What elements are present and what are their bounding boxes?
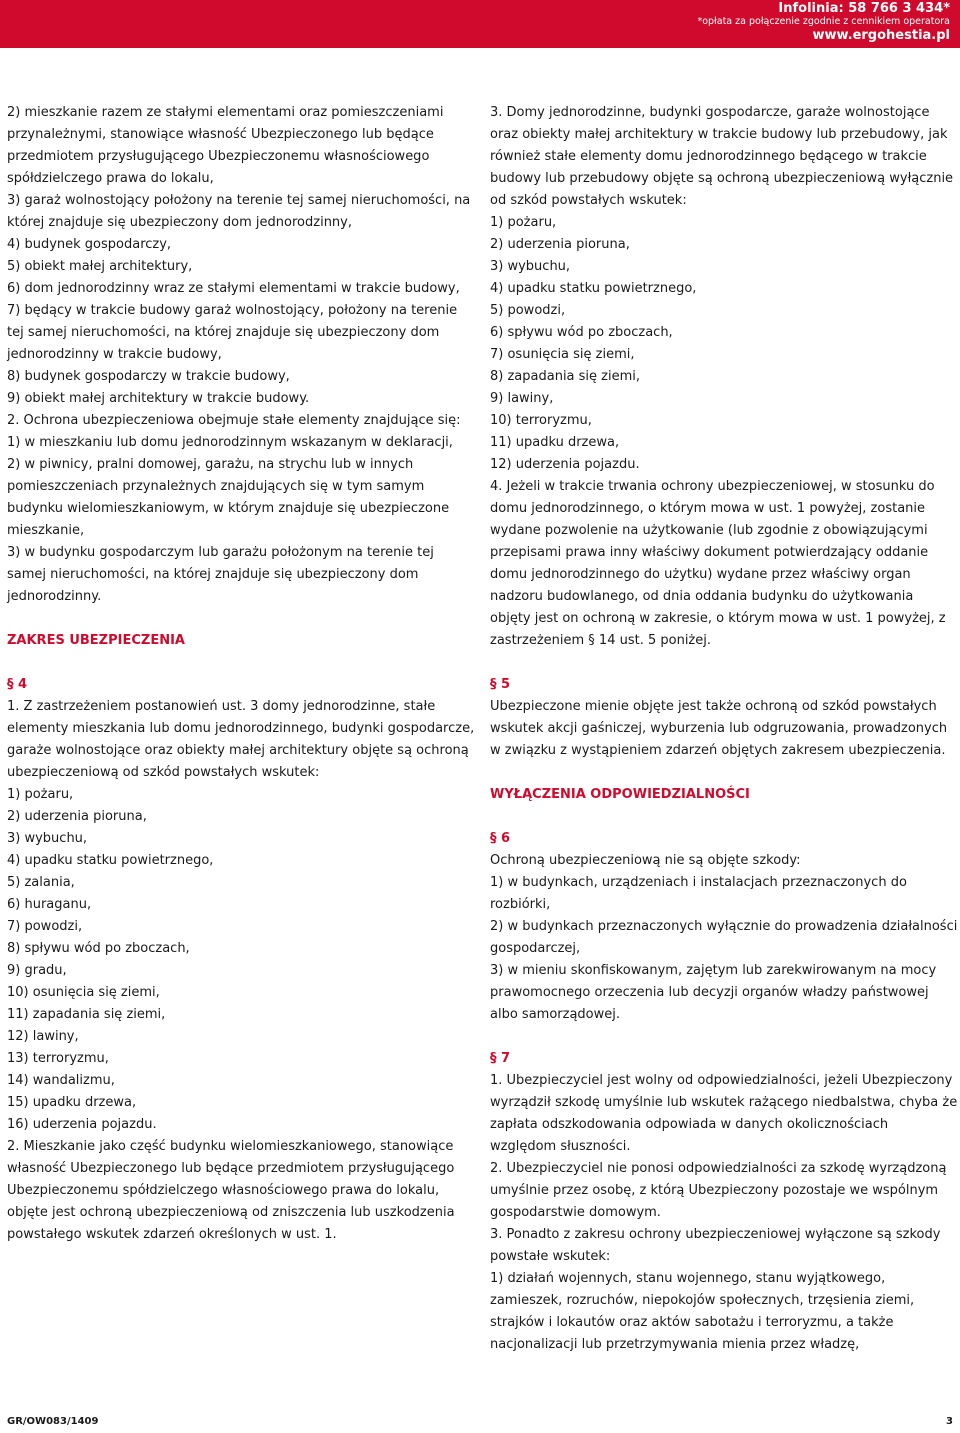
text-paragraph: 12) lawiny, — [7, 1029, 79, 1044]
text-paragraph: 4) upadku statku powietrznego, — [490, 281, 697, 296]
text-paragraph: 1) pożaru, — [7, 787, 74, 802]
text-paragraph: 11) zapadania się ziemi, — [7, 1007, 166, 1022]
text-paragraph: 4) budynek gospodarczy, — [7, 237, 172, 252]
text-paragraph: 10) osunięcia się ziemi, — [7, 985, 160, 1000]
text-paragraph: 1. Z zastrzeżeniem postanowień ust. 3 domy jednorodzinne, stałe elementy mieszkania lub domu jednorodzinnego, budynki gospodarcze, garaże wolnostojące oraz obiekty małej architektury objęte są ochroną ubezpieczeniową od szkód powstałych wskutek: — [7, 699, 475, 780]
text-paragraph: 2) w budynkach przeznaczonych wyłącznie do prowadzenia działalności gospodarczej, — [490, 919, 958, 956]
text-paragraph: 9) gradu, — [7, 963, 67, 978]
text-paragraph: 3) garaż wolnostojący położony na terenie tej samej nieruchomości, na której znajduje się ubezpieczony dom jednorodzinny, — [7, 193, 471, 230]
text-paragraph: 3) w budynku gospodarczym lub garażu położonym na terenie tej samej nieruchomości, na której znajduje się ubezpieczony dom jednorodzinny. — [7, 545, 434, 604]
website-link[interactable]: www.ergohestia.pl — [812, 28, 950, 43]
text-paragraph: 8) zapadania się ziemi, — [490, 369, 641, 384]
text-paragraph: 12) uderzenia pojazdu. — [490, 457, 640, 472]
text-paragraph: 7) osunięcia się ziemi, — [490, 347, 635, 362]
text-paragraph: 3) w mieniu skonfiskowanym, zajętym lub zarekwirowanym na mocy prawomocnego orzeczenia lub decyzji organów władzy państwowej albo samorządowej. — [490, 963, 937, 1022]
text-paragraph: 5) powodzi, — [490, 303, 566, 318]
text-paragraph: 3. Domy jednorodzinne, budynki gospodarcze, garaże wolnostojące oraz obiekty małej architektury w trakcie budowy lub przebudowy, jak również stałe elementy domu jednorodzinnego będącego w trakcie budowy lub przebudowy objęte są ochroną ubezpieczeniową wyłącznie od szkód powstałych wskutek: — [490, 105, 954, 208]
paragraph-number: § 4 — [7, 677, 28, 692]
spacer — [490, 652, 958, 674]
text-paragraph: 9) lawiny, — [490, 391, 554, 406]
text-paragraph: 5) zalania, — [7, 875, 75, 890]
text-paragraph: Ubezpieczone mienie objęte jest także ochroną od szkód powstałych wskutek akcji gaśniczej, wyburzenia lub odgruzowania, prowadzonych w związku z wystąpieniem zdarzeń objętych zakresem ubezpieczenia. — [490, 699, 948, 758]
text-paragraph: 1. Ubezpieczyciel jest wolny od odpowiedzialności, jeżeli Ubezpieczony wyrządził szkodę umyślnie lub wskutek rażącego niedbalstwa, chyba że zapłata odszkodowania odpowiada w danych okolicznościach względom słuszności. — [490, 1073, 958, 1154]
text-paragraph: 10) terroryzmu, — [490, 413, 592, 428]
text-paragraph: 1) w mieszkaniu lub domu jednorodzinnym wskazanym w deklaracji, — [7, 435, 453, 450]
text-paragraph: 4. Jeżeli w trakcie trwania ochrony ubezpieczeniowej, w stosunku do domu jednorodzinnego, o którym mowa w ust. 1 powyżej, zostanie wydane pozwolenie na użytkowanie (lub zgodnie z obowiązującymi przepisami prawa inny właściwy dokument potwierdzający oddanie domu jednorodzinnego do użytku) wydane przez właściwy organ nadzoru budowlanego, od dnia oddania budynku do użytkowania objęty jest on ochroną w zakresie, o którym mowa w ust. 1 powyżej, z zastrzeżeniem § 14 ust. 5 poniżej. — [490, 479, 946, 648]
text-paragraph: 2) mieszkanie razem ze stałymi elementami oraz pomieszczeniami przynależnymi, stanowiące własność Ubezpieczonego lub będące przedmiotem przysługującego Ubezpieczonemu własnościowego spółdzielczego prawa do lokalu, — [7, 105, 444, 186]
text-paragraph: Ochroną ubezpieczeniową nie są objęte szkody: — [490, 853, 801, 868]
text-paragraph: 8) spływu wód po zboczach, — [7, 941, 190, 956]
text-paragraph: 3) wybuchu, — [490, 259, 571, 274]
text-paragraph: 11) upadku drzewa, — [490, 435, 620, 450]
text-paragraph: 1) działań wojennych, stanu wojennego, stanu wyjątkowego, zamieszek, rozruchów, niepokojów społecznych, trzęsienia ziemi, strajków i lokautów oraz aktów sabotażu i terroryzmu, a także nacjonalizacji lub przetrzymywania mienia przez władzę, — [490, 1271, 915, 1352]
text-paragraph: 2) uderzenia pioruna, — [490, 237, 630, 252]
text-paragraph: 5) obiekt małej architektury, — [7, 259, 193, 274]
spacer — [490, 1026, 958, 1048]
text-paragraph: 2. Mieszkanie jako część budynku wielomieszkaniowego, stanowiące własność Ubezpieczonego lub będące przedmiotem przysługującego Ubezpieczonemu spółdzielczego własnościowego prawa do lokalu, objęte jest ochroną ubezpieczeniową od zniszczenia lub uszkodzenia powstałego wskutek zdarzeń określonych w ust. 1. — [7, 1139, 455, 1242]
contact-header — [0, 0, 960, 48]
text-paragraph: 3) wybuchu, — [7, 831, 88, 846]
spacer — [7, 608, 475, 630]
text-paragraph: 15) upadku drzewa, — [7, 1095, 137, 1110]
spacer — [7, 652, 475, 674]
text-paragraph: 2. Ochrona ubezpieczeniowa obejmuje stałe elementy znajdujące się: — [7, 413, 461, 428]
text-paragraph: 3. Ponadto z zakresu ochrony ubezpieczeniowej wyłączone są szkody powstałe wskutek: — [490, 1227, 941, 1264]
spacer — [490, 762, 958, 784]
text-paragraph: 9) obiekt małej architektury w trakcie budowy. — [7, 391, 310, 406]
text-paragraph: 6) huraganu, — [7, 897, 92, 912]
text-paragraph: 16) uderzenia pojazdu. — [7, 1117, 157, 1132]
text-paragraph: 13) terroryzmu, — [7, 1051, 109, 1066]
text-paragraph: 2) uderzenia pioruna, — [7, 809, 147, 824]
left-column — [7, 102, 475, 1246]
text-paragraph: 4) upadku statku powietrznego, — [7, 853, 214, 868]
right-column — [490, 102, 958, 1356]
paragraph-number: § 5 — [490, 677, 511, 692]
section-heading: WYŁĄCZENIA ODPOWIEDZIALNOŚCI — [490, 787, 750, 802]
paragraph-number: § 6 — [490, 831, 511, 846]
paragraph-number: § 7 — [490, 1051, 511, 1066]
text-paragraph: 2. Ubezpieczyciel nie ponosi odpowiedzialności za szkodę wyrządzoną umyślnie przez osobę, z którą Ubezpieczony pozostaje we wspólnym gospodarstwie domowym. — [490, 1161, 947, 1220]
text-paragraph: 14) wandalizmu, — [7, 1073, 115, 1088]
text-paragraph: 8) budynek gospodarczy w trakcie budowy, — [7, 369, 290, 384]
hotline-number: Infolinia: 58 766 3 434* — [778, 1, 950, 16]
document-code: GR/OW083/1409 — [7, 1416, 99, 1427]
section-heading: ZAKRES UBEZPIECZENIA — [7, 633, 185, 648]
call-cost-note: *opłata za połączenie zgodnie z cennikiem operatora — [697, 16, 950, 27]
text-paragraph: 6) spływu wód po zboczach, — [490, 325, 673, 340]
text-paragraph: 1) w budynkach, urządzeniach i instalacjach przeznaczonych do rozbiórki, — [490, 875, 907, 912]
page-number: 3 — [946, 1416, 953, 1427]
text-paragraph: 2) w piwnicy, pralni domowej, garażu, na strychu lub w innych pomieszczeniach przynależnych znajdujących się w tym samym budynku wielomieszkaniowym, w którym znajduje się ubezpieczone mieszkanie, — [7, 457, 450, 538]
spacer — [490, 806, 958, 828]
text-paragraph: 7) będący w trakcie budowy garaż wolnostojący, położony na terenie tej samej nieruchomości, na której znajduje się ubezpieczony dom jednorodzinny w trakcie budowy, — [7, 303, 458, 362]
text-paragraph: 6) dom jednorodzinny wraz ze stałymi elementami w trakcie budowy, — [7, 281, 460, 296]
text-paragraph: 1) pożaru, — [490, 215, 557, 230]
text-paragraph: 7) powodzi, — [7, 919, 83, 934]
